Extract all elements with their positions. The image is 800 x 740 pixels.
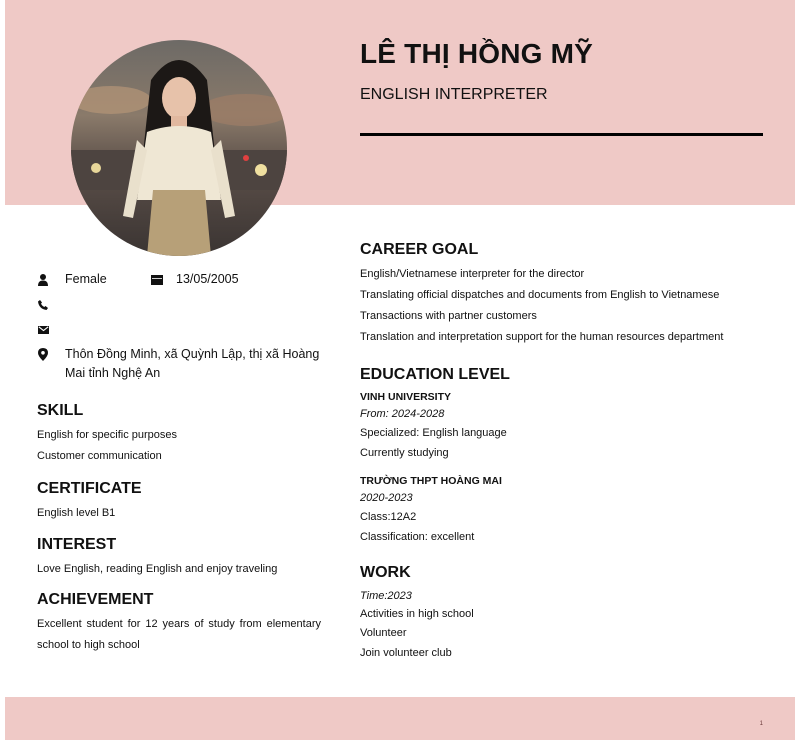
achievement-item: Excellent student for 12 years of study from elementary school to high school <box>37 618 321 651</box>
dob-value: 13/05/2005 <box>176 272 239 286</box>
education-school: TRƯỜNG THPT HOÀNG MAI <box>360 475 502 487</box>
footer-band <box>5 697 795 740</box>
resume-page <box>5 0 795 740</box>
career-goal-title: CAREER GOAL <box>360 241 479 258</box>
contact-row-email <box>37 320 321 345</box>
education-entry <box>360 473 770 547</box>
education-section <box>360 365 770 547</box>
skill-item: Customer communication <box>37 450 162 462</box>
education-detail: Classification: excellent <box>360 531 475 543</box>
education-title: EDUCATION LEVEL <box>360 366 510 383</box>
profile-photo-image <box>71 40 287 256</box>
address-value: Thôn Đồng Minh, xã Quỳnh Lập, thị xã Hoàng Mai tỉnh Nghệ An <box>65 347 320 380</box>
page-number: 1 <box>759 721 763 727</box>
skill-title: SKILL <box>37 402 84 419</box>
location-pin-icon <box>37 345 49 364</box>
interest-item: Love English, reading English and enjoy traveling <box>37 563 278 575</box>
career-goal-item: Transactions with partner customers <box>360 310 537 322</box>
gender-value: Female <box>65 272 107 286</box>
title-divider <box>360 133 763 136</box>
calendar-icon <box>151 270 163 289</box>
phone-icon <box>37 295 49 314</box>
education-entry <box>360 389 770 463</box>
envelope-icon <box>37 320 49 339</box>
contact-row-address <box>37 345 321 383</box>
work-title: WORK <box>360 564 411 581</box>
education-school: VINH UNIVERSITY <box>360 391 452 403</box>
education-period: From: 2024-2028 <box>360 408 445 420</box>
work-time: Time:2023 <box>360 590 412 602</box>
right-column <box>360 240 770 664</box>
skill-item: English for specific purposes <box>37 429 178 441</box>
career-goal-item: Translation and interpretation support for the human resources department <box>360 331 724 343</box>
person-icon <box>37 270 49 289</box>
interest-section <box>37 535 321 580</box>
career-goal-section <box>360 240 770 348</box>
skill-section <box>37 401 321 467</box>
certificate-title: CERTIFICATE <box>37 480 142 497</box>
profile-photo <box>71 40 287 256</box>
education-detail: Specialized: English language <box>360 427 507 439</box>
work-item: Activities in high school <box>360 608 474 620</box>
certificate-section <box>37 479 321 524</box>
career-goal-item: English/Vietnamese interpreter for the director <box>360 268 585 280</box>
education-period: 2020-2023 <box>360 492 413 504</box>
education-detail: Currently studying <box>360 447 449 459</box>
career-goal-item: Translating official dispatches and documents from English to Vietnamese <box>360 289 720 301</box>
left-column <box>37 270 321 656</box>
job-title: ENGLISH INTERPRETER <box>360 86 548 103</box>
work-item: Volunteer <box>360 627 407 639</box>
certificate-item: English level B1 <box>37 507 116 519</box>
interest-title: INTEREST <box>37 536 117 553</box>
work-item: Join volunteer club <box>360 647 452 659</box>
contact-row-phone <box>37 295 321 320</box>
work-section <box>360 563 770 664</box>
candidate-name: LÊ THỊ HỒNG MỸ <box>360 38 594 69</box>
achievement-title: ACHIEVEMENT <box>37 591 154 608</box>
achievement-section <box>37 590 321 656</box>
education-detail: Class:12A2 <box>360 511 417 523</box>
contact-row-personal <box>37 270 321 295</box>
